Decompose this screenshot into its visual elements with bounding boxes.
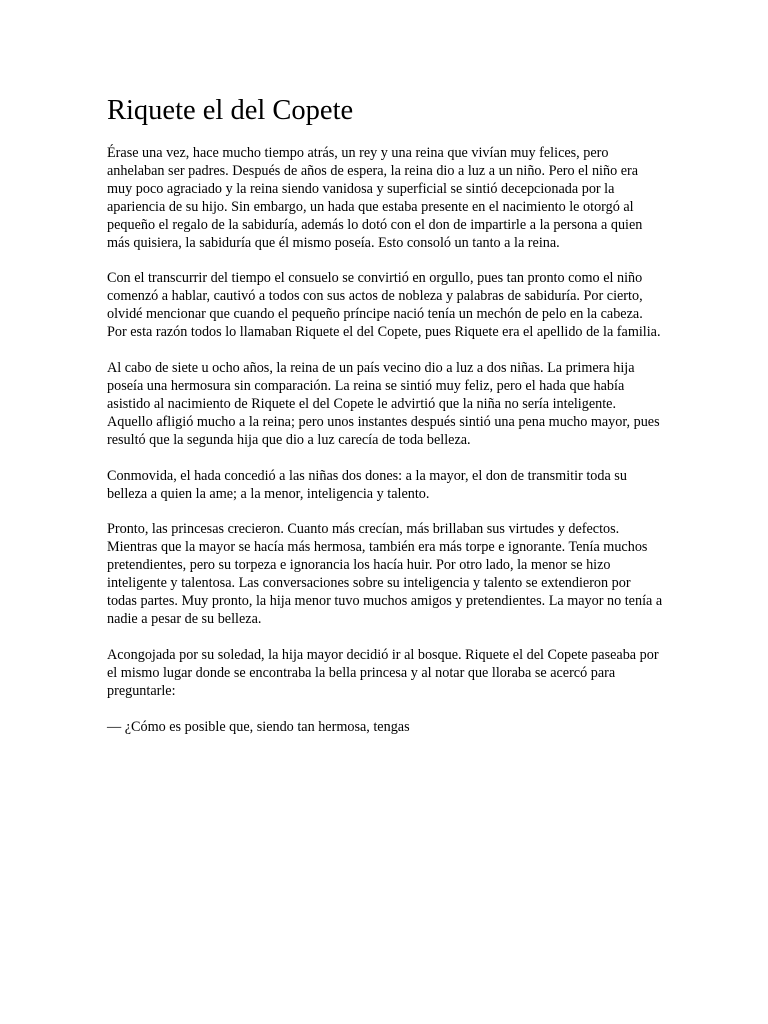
- paragraph-6: Acongojada por su soledad, la hija mayor decidió ir al bosque. Riquete el del Copete paseaba por el mismo lugar donde se encontraba la bella princesa y al notar que lloraba se acercó para preguntarle:: [107, 646, 659, 699]
- paragraph-7: — ¿Cómo es posible que, siendo tan hermosa, tengas: [107, 718, 410, 735]
- paragraph-4: Conmovida, el hada concedió a las niñas dos dones: a la mayor, el don de transmitir toda su belleza a quien la ame; a la menor, inteligencia y talento.: [107, 467, 627, 502]
- paragraph-5: Pronto, las princesas crecieron. Cuanto más crecían, más brillaban sus virtudes y defectos. Mientras que la mayor se hacía más hermosa, también era más torpe e ignorante. Tenía muchos pretendientes, pero su torpeza e ignorancia los hacía huir. Por otro lado, la menor se hizo inteligente y talentosa. Las conversaciones sobre su inteligencia y talento se extendieron por todas partes. Muy pronto, la hija menor tuvo muchos amigos y pretendientes. La mayor no tenía a nadie a pesar de su belleza.: [107, 521, 663, 627]
- document-page: [107, 92, 663, 754]
- paragraph-3: Al cabo de siete u ocho años, la reina de un país vecino dio a luz a dos niñas. La primera hija poseía una hermosura sin comparación. La reina se sintió muy feliz, pero el hada que había asistido al nacimiento de Riquete el del Copete le advirtió que la niña no sería inteligente. Aquello afligió mucho a la reina; pero unos instantes después sintió una pena mucho mayor, pues resultó que la segunda hija que dio a luz carecía de toda belleza.: [107, 360, 660, 448]
- document-title: Riquete el del Copete: [107, 95, 354, 126]
- paragraph-2: Con el transcurrir del tiempo el consuelo se convirtió en orgullo, pues tan pronto como el niño comenzó a hablar, cautivó a todos con sus actos de nobleza y palabras de sabiduría. Por cierto, olvidé mencionar que cuando el pequeño príncipe nació tenía un mechón de pelo en la cabeza. Por esta razón todos lo llamaban Riquete el del Copete, pues Riquete era el apellido de la familia.: [107, 270, 661, 341]
- paragraph-1: Érase una vez, hace mucho tiempo atrás, un rey y una reina que vivían muy felices, pero anhelaban ser padres. Después de años de espera, la reina dio a luz a un niño. Pero el niño era muy poco agraciado y la reina siendo vanidosa y superficial se sintió decepcionada por la apariencia de su hijo. Sin embargo, un hada que estaba presente en el nacimiento le otorgó al pequeño el regalo de la sabiduría, además lo dotó con el don de impartirle a la persona a quien más quisiera, la sabiduría que él mismo poseía. Esto consoló un tanto a la reina.: [107, 145, 643, 251]
